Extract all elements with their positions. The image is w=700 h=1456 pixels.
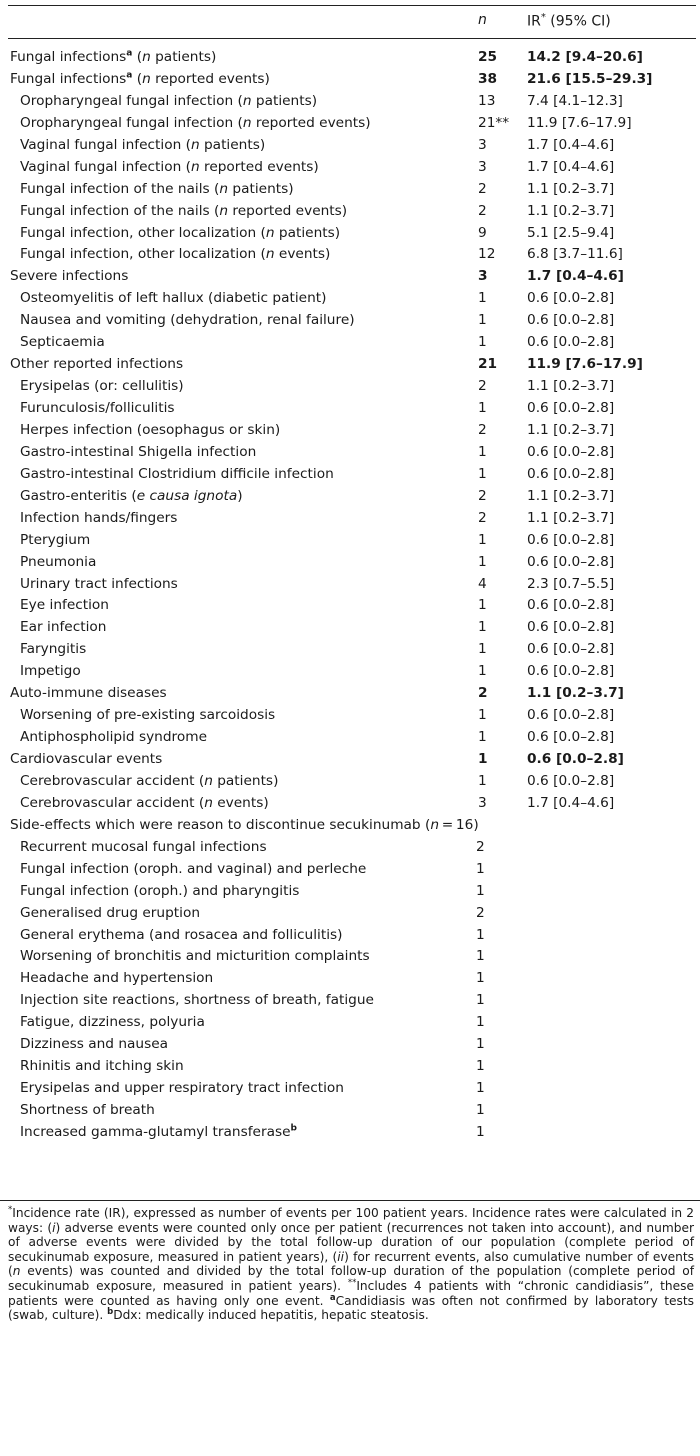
row-label xyxy=(20,508,177,530)
table-row xyxy=(0,903,700,925)
row-label-text: Vaginal fungal infection ( xyxy=(20,136,191,153)
footnote-roman-i: i xyxy=(52,1220,56,1235)
row-label-text: Herpes infection (oesophagus or skin) xyxy=(20,421,281,438)
row-label-italic: n xyxy=(204,772,213,789)
row-label-italic: n xyxy=(430,816,439,833)
row-n-value: 1 xyxy=(476,882,485,899)
row-label xyxy=(20,1122,297,1144)
row-label xyxy=(20,530,90,552)
row-ir-value: 0.6 [0.0–2.8] xyxy=(527,553,615,570)
row-label-text: Fungal infection, other localization ( xyxy=(20,246,266,263)
footnote-text xyxy=(8,1206,694,1323)
row-label xyxy=(20,617,106,639)
table-header-row xyxy=(0,12,700,32)
row-ir-value: 1.7 [0.4–4.6] xyxy=(527,268,624,285)
row-label-text: Eye infection xyxy=(20,597,109,614)
row-ir-value: 1.1 [0.2–3.7] xyxy=(527,421,615,438)
row-n-value: 2 xyxy=(478,487,487,504)
table-row xyxy=(0,990,700,1012)
row-label xyxy=(20,552,96,574)
row-n-value: 3 xyxy=(478,136,487,153)
row-label-text: Fungal infection, other localization ( xyxy=(20,224,266,241)
table-row xyxy=(0,332,700,354)
row-label-italic: n xyxy=(204,794,213,811)
row-ir-value: 1.7 [0.4–4.6] xyxy=(527,158,615,175)
row-label-text: Septicaemia xyxy=(20,334,105,351)
row-n-value: 3 xyxy=(478,158,487,175)
table-row xyxy=(0,1012,700,1034)
row-label xyxy=(20,1034,168,1056)
table-row xyxy=(0,179,700,201)
table-row xyxy=(0,157,700,179)
row-ir-value: 0.6 [0.0–2.8] xyxy=(527,312,615,329)
row-n-value: 1 xyxy=(478,619,487,636)
row-label-text: Rhinitis and itching skin xyxy=(20,1058,184,1075)
row-n-value: 2 xyxy=(478,685,488,702)
row-label-text: patients) xyxy=(228,180,294,197)
table-row xyxy=(0,135,700,157)
row-label-text: Gastro-intestinal Clostridium difficile infection xyxy=(20,465,334,482)
header-ir xyxy=(527,12,611,30)
row-label-text: Fatigue, dizziness, polyuria xyxy=(20,1014,205,1031)
row-n-value: 1 xyxy=(476,860,485,877)
footnote-part-1: Incidence rate (IR), expressed as number of events per 100 patient years. Incidence rates were calculated in 2 ways: ( xyxy=(8,1206,694,1235)
row-label-italic: n xyxy=(265,224,275,241)
row-label-text: Urinary tract infections xyxy=(20,575,178,592)
row-label xyxy=(20,661,81,683)
row-n-value: 2 xyxy=(476,838,485,855)
row-label xyxy=(20,903,200,925)
table-row xyxy=(0,793,700,815)
row-label xyxy=(20,464,334,486)
row-label-text: Fungal infection of the nails ( xyxy=(20,180,220,197)
row-label-text: Fungal infections xyxy=(10,49,127,65)
table-body xyxy=(0,47,700,1144)
row-ir-value: 2.3 [0.7–5.5] xyxy=(527,575,615,592)
table-row-category xyxy=(0,266,700,288)
row-n-value: 1 xyxy=(476,1123,485,1140)
row-ir-value: 14.2 [9.4–20.6] xyxy=(527,49,643,65)
row-label-text: Gastro-enteritis ( xyxy=(20,487,137,504)
row-n-value: 2 xyxy=(478,378,487,395)
row-n-value: 1 xyxy=(478,443,487,460)
table-row xyxy=(0,727,700,749)
row-label-text: Pterygium xyxy=(20,531,91,548)
table-row xyxy=(0,617,700,639)
row-n-value: 2 xyxy=(476,904,485,921)
row-label xyxy=(20,201,347,223)
row-label-italic: n xyxy=(142,49,151,65)
row-label xyxy=(20,442,256,464)
row-label-text: Worsening of bronchitis and micturition complaints xyxy=(20,948,370,965)
row-label xyxy=(20,244,330,266)
row-ir-value: 0.6 [0.0–2.8] xyxy=(527,641,615,658)
table-row xyxy=(0,201,700,223)
row-label-text: Oropharyngeal fungal infection ( xyxy=(20,114,243,131)
row-n-value: 4 xyxy=(478,575,487,592)
table-row xyxy=(0,1100,700,1122)
row-n-value: 3 xyxy=(478,794,487,811)
table-row-section-note xyxy=(0,815,700,837)
row-ir-value: 1.1 [0.2–3.7] xyxy=(527,509,615,526)
row-label xyxy=(20,135,265,157)
row-label-text: events) xyxy=(212,794,269,811)
row-ir-value: 21.6 [15.5–29.3] xyxy=(527,70,653,87)
row-label xyxy=(20,486,243,508)
footnote-part-2: ) adverse events were counted only once per patient (recurrences not taken into account), and number of adverse events were divided by the total follow-up duration of our population (complete period of secukinumab exposure, measured in patient years), ( xyxy=(8,1220,694,1264)
row-label-text: Nausea and vomiting (dehydration, renal failure) xyxy=(20,312,355,329)
row-n-value: 1 xyxy=(478,663,487,680)
row-ir-value: 1.1 [0.2–3.7] xyxy=(527,202,615,219)
row-ir-value: 1.1 [0.2–3.7] xyxy=(527,378,615,395)
row-n-value: 9 xyxy=(478,224,487,241)
row-ir-value: 0.6 [0.0–2.8] xyxy=(527,400,615,416)
row-label-text: Fungal infections xyxy=(10,70,127,87)
row-label xyxy=(10,47,216,69)
row-n-value: 1 xyxy=(478,772,487,789)
row-label xyxy=(20,157,319,179)
row-label-italic: n xyxy=(190,158,200,175)
row-ir-value: 5.1 [2.5–9.4] xyxy=(527,224,615,241)
row-label xyxy=(20,859,366,881)
row-label-footnote-mark: a xyxy=(126,48,133,59)
row-label-text: Recurrent mucosal fungal infections xyxy=(20,838,267,855)
row-label-italic: e causa ignota xyxy=(136,487,238,504)
table-row xyxy=(0,1122,700,1144)
table-row xyxy=(0,288,700,310)
table-row xyxy=(0,442,700,464)
row-label-text: Gastro-intestinal Shigella infection xyxy=(20,443,257,460)
row-label xyxy=(20,771,278,793)
row-label xyxy=(20,420,280,442)
row-n-value: 2 xyxy=(478,509,487,526)
row-n-value: 1 xyxy=(476,1080,485,1097)
table-row xyxy=(0,310,700,332)
row-label xyxy=(10,683,167,705)
row-label-text: Faryngitis xyxy=(20,641,87,658)
row-ir-value: 0.6 [0.0–2.8] xyxy=(527,751,624,767)
row-ir-value: 0.6 [0.0–2.8] xyxy=(527,443,615,460)
footnote-part-3: ) for recurrent events, also cumulative number of events ( xyxy=(8,1249,694,1279)
row-n-value: 1 xyxy=(476,1102,485,1118)
row-n-value: 13 xyxy=(478,92,496,109)
row-label xyxy=(20,310,355,332)
row-n-value: 1 xyxy=(476,970,485,987)
table-row xyxy=(0,552,700,574)
row-label-text: reported events) xyxy=(199,158,319,175)
header-n: n xyxy=(478,12,487,28)
row-n-value: 1 xyxy=(478,597,487,614)
row-label-text: General erythema (and rosacea and folliculitis) xyxy=(20,926,343,943)
row-label-italic: n xyxy=(142,70,151,87)
table-row xyxy=(0,639,700,661)
table-row xyxy=(0,530,700,552)
table-row xyxy=(0,705,700,727)
row-n-value: 25 xyxy=(478,49,498,65)
footnote-a-mark: a xyxy=(329,1292,336,1303)
row-label xyxy=(20,376,184,398)
row-ir-value: 1.1 [0.2–3.7] xyxy=(527,685,624,702)
row-n-value: 1 xyxy=(476,1014,485,1031)
footnote-roman-ii: ii xyxy=(337,1249,345,1264)
row-label-text: patients) xyxy=(150,49,217,65)
table-row xyxy=(0,464,700,486)
row-label-text: reported events) xyxy=(251,114,371,131)
row-label-text: Impetigo xyxy=(20,663,81,680)
header-ci-label: (95% CI) xyxy=(545,13,611,30)
row-label-text: Infection hands/fingers xyxy=(20,509,178,526)
row-label-text: Pneumonia xyxy=(20,553,97,570)
row-label xyxy=(20,113,371,135)
row-label-text: Other reported infections xyxy=(10,356,184,373)
row-n-value: 1 xyxy=(478,531,487,548)
row-n-value: 1 xyxy=(478,641,487,658)
row-label-text: Cardiovascular events xyxy=(10,751,163,767)
row-label-text: Severe infections xyxy=(10,268,129,285)
row-ir-value: 0.6 [0.0–2.8] xyxy=(527,290,615,307)
table-row xyxy=(0,376,700,398)
row-label-text: Cerebrovascular accident ( xyxy=(20,794,205,811)
row-label-text: Side-effects which were reason to discontinue secukinumab ( xyxy=(10,816,431,833)
row-label-italic: n xyxy=(265,246,275,263)
row-label-text: Cerebrovascular accident ( xyxy=(20,772,205,789)
row-label-italic: n xyxy=(190,136,200,153)
row-n-value: 1 xyxy=(476,948,485,965)
row-label-text: reported events) xyxy=(228,202,348,219)
table-row xyxy=(0,398,700,420)
row-n-value: 12 xyxy=(478,246,496,263)
row-label xyxy=(20,946,370,968)
table-header-rule xyxy=(8,38,696,39)
footnote-part-7: Ddx: medically induced hepatitis, hepatic steatosis. xyxy=(113,1308,429,1323)
row-label xyxy=(10,749,162,771)
row-label xyxy=(10,815,479,837)
row-label xyxy=(20,332,105,354)
table-row xyxy=(0,859,700,881)
row-n-value: 1 xyxy=(478,707,487,724)
row-label-text: Vaginal fungal infection ( xyxy=(20,158,191,175)
table-row xyxy=(0,837,700,859)
table-top-rule xyxy=(8,5,696,6)
row-n-value: 1 xyxy=(478,312,487,329)
row-n-value: 21 xyxy=(478,356,498,373)
row-label xyxy=(20,968,213,990)
row-ir-value: 0.6 [0.0–2.8] xyxy=(527,531,615,548)
row-ir-value: 0.6 [0.0–2.8] xyxy=(527,334,615,351)
row-label-text: Injection site reactions, shortness of breath, fatigue xyxy=(20,992,374,1009)
row-label xyxy=(10,69,270,91)
row-label-text: = 16) xyxy=(439,816,479,833)
row-n-value: 1 xyxy=(476,926,485,943)
row-label-text: Headache and hypertension xyxy=(20,970,214,987)
table-row-category xyxy=(0,354,700,376)
header-ir-footnote-mark: * xyxy=(540,12,546,23)
table-row xyxy=(0,968,700,990)
row-n-value: 1 xyxy=(478,334,487,351)
table-footnote xyxy=(8,1206,694,1323)
footnote-b-mark: b xyxy=(107,1307,114,1318)
row-label-italic: n xyxy=(219,202,229,219)
footnote-part-6: Candidiasis was often not confirmed by laboratory tests (swab, culture). xyxy=(8,1293,694,1323)
table-row-category xyxy=(0,47,700,69)
row-label-text: Fungal infection (oroph. and vaginal) and perleche xyxy=(20,860,367,877)
row-label xyxy=(20,595,109,617)
row-label-text: Dizziness and nausea xyxy=(20,1036,169,1053)
row-label-text: Worsening of pre-existing sarcoidosis xyxy=(20,707,276,724)
row-label-text: Erysipelas (or: cellulitis) xyxy=(20,378,184,395)
row-label-footnote-mark: b xyxy=(290,1123,297,1134)
table-row xyxy=(0,1034,700,1056)
row-label-text: ) xyxy=(237,487,243,504)
row-label xyxy=(20,1078,344,1100)
table-row xyxy=(0,946,700,968)
row-label xyxy=(20,288,326,310)
row-label-text: Antiphospholipid syndrome xyxy=(20,729,207,746)
row-n-value: 1 xyxy=(478,290,487,307)
row-label-text: patients) xyxy=(274,224,341,241)
row-ir-value: 0.6 [0.0–2.8] xyxy=(527,707,615,724)
row-label xyxy=(20,990,374,1012)
table-row xyxy=(0,574,700,596)
row-ir-value: 0.6 [0.0–2.8] xyxy=(527,619,615,636)
footnote-part-5: Includes 4 patients with “chronic candidiasis”, these patients were counted as having only one event. xyxy=(8,1278,694,1308)
row-n-value: 2 xyxy=(478,421,487,438)
table-row xyxy=(0,771,700,793)
header-ir-label: IR xyxy=(527,13,541,30)
row-n-value: 1 xyxy=(478,465,487,482)
footnote-star-mark: * xyxy=(8,1204,13,1215)
row-n-value: 38 xyxy=(478,70,498,87)
row-label-text: Erysipelas and upper respiratory tract infection xyxy=(20,1080,344,1097)
table-row xyxy=(0,925,700,947)
table-row-category xyxy=(0,69,700,91)
table-row xyxy=(0,1078,700,1100)
table-bottom-rule xyxy=(0,1200,700,1201)
row-n-value: 1 xyxy=(476,1036,485,1053)
table-row xyxy=(0,486,700,508)
row-label xyxy=(20,179,294,201)
table-row xyxy=(0,91,700,113)
row-label xyxy=(20,91,317,113)
row-label-text: Increased gamma-glutamyl transferase xyxy=(20,1123,291,1140)
row-n-value: 1 xyxy=(478,751,488,767)
table-row xyxy=(0,420,700,442)
table-row-category xyxy=(0,683,700,705)
row-label xyxy=(20,837,267,859)
row-label-text: reported events) xyxy=(150,70,270,87)
row-ir-value: 1.1 [0.2–3.7] xyxy=(527,180,615,197)
row-label xyxy=(20,705,275,727)
row-label xyxy=(20,398,175,420)
row-ir-value: 0.6 [0.0–2.8] xyxy=(527,729,615,746)
row-label-text: Ear infection xyxy=(20,619,107,636)
row-label xyxy=(20,881,299,903)
row-n-value: 1 xyxy=(478,729,487,746)
row-label xyxy=(20,574,178,596)
row-ir-value: 11.9 [7.6–17.9] xyxy=(527,356,643,373)
row-ir-value: 0.6 [0.0–2.8] xyxy=(527,663,615,680)
row-label-text: events) xyxy=(274,246,331,263)
row-label xyxy=(20,727,207,749)
row-label-text: Fungal infection of the nails ( xyxy=(20,202,220,219)
row-label-text: patients) xyxy=(212,772,279,789)
row-label-text: Fungal infection (oroph.) and pharyngitis xyxy=(20,882,300,899)
row-label-footnote-mark: a xyxy=(126,70,133,81)
row-n-value: 2 xyxy=(478,202,487,219)
row-label xyxy=(10,354,183,376)
row-label xyxy=(20,639,86,661)
table-row xyxy=(0,508,700,530)
row-ir-value: 7.4 [4.1–12.3] xyxy=(527,92,623,109)
row-label xyxy=(20,925,342,947)
row-label-text: Osteomyelitis of left hallux (diabetic patient) xyxy=(20,290,327,307)
row-ir-value: 0.6 [0.0–2.8] xyxy=(527,465,615,482)
row-label xyxy=(20,1056,184,1078)
table-row xyxy=(0,223,700,245)
row-n-value: 1 xyxy=(478,553,487,570)
table-row xyxy=(0,595,700,617)
row-label-text: Shortness of breath xyxy=(20,1102,155,1118)
table-row xyxy=(0,244,700,266)
table-row xyxy=(0,113,700,135)
row-label-text: patients) xyxy=(251,92,318,109)
row-ir-value: 1.7 [0.4–4.6] xyxy=(527,794,615,811)
row-label-italic: n xyxy=(219,180,229,197)
row-label xyxy=(20,1012,205,1034)
row-label-italic: n xyxy=(242,114,252,131)
row-label xyxy=(10,266,128,288)
row-label-text: Furunculosis/folliculitis xyxy=(20,400,175,416)
row-label-text: Auto-immune diseases xyxy=(10,685,167,702)
row-label-italic: n xyxy=(242,92,252,109)
row-label-text: Generalised drug eruption xyxy=(20,904,200,921)
table-row xyxy=(0,661,700,683)
row-n-value: 21** xyxy=(478,114,510,131)
footnote-double-star-mark: ** xyxy=(347,1277,357,1288)
footnote-n-italic: n xyxy=(12,1264,21,1279)
row-n-value: 1 xyxy=(476,1058,485,1075)
table-row-category xyxy=(0,749,700,771)
row-label xyxy=(20,223,340,245)
table-row xyxy=(0,881,700,903)
row-ir-value: 11.9 [7.6–17.9] xyxy=(527,114,632,131)
row-n-value: 1 xyxy=(478,400,487,416)
row-ir-value: 0.6 [0.0–2.8] xyxy=(527,597,615,614)
row-label xyxy=(20,793,269,815)
row-label xyxy=(20,1100,155,1122)
row-label-text: ( xyxy=(132,49,143,65)
row-ir-value: 6.8 [3.7–11.6] xyxy=(527,246,623,263)
row-ir-value: 0.6 [0.0–2.8] xyxy=(527,772,615,789)
table-row xyxy=(0,1056,700,1078)
row-ir-value: 1.1 [0.2–3.7] xyxy=(527,487,615,504)
row-label-text: Oropharyngeal fungal infection ( xyxy=(20,92,243,109)
row-label-text: patients) xyxy=(199,136,266,153)
row-n-value: 2 xyxy=(478,180,487,197)
row-n-value: 1 xyxy=(476,992,485,1009)
row-n-value: 3 xyxy=(478,268,488,285)
footnote-part-4: events) was counted and divided by the total follow-up duration of the population (complete period of secukinumab exposure, measured in patient years). xyxy=(8,1264,694,1293)
row-ir-value: 1.7 [0.4–4.6] xyxy=(527,136,615,153)
row-label-text: ( xyxy=(132,70,143,87)
